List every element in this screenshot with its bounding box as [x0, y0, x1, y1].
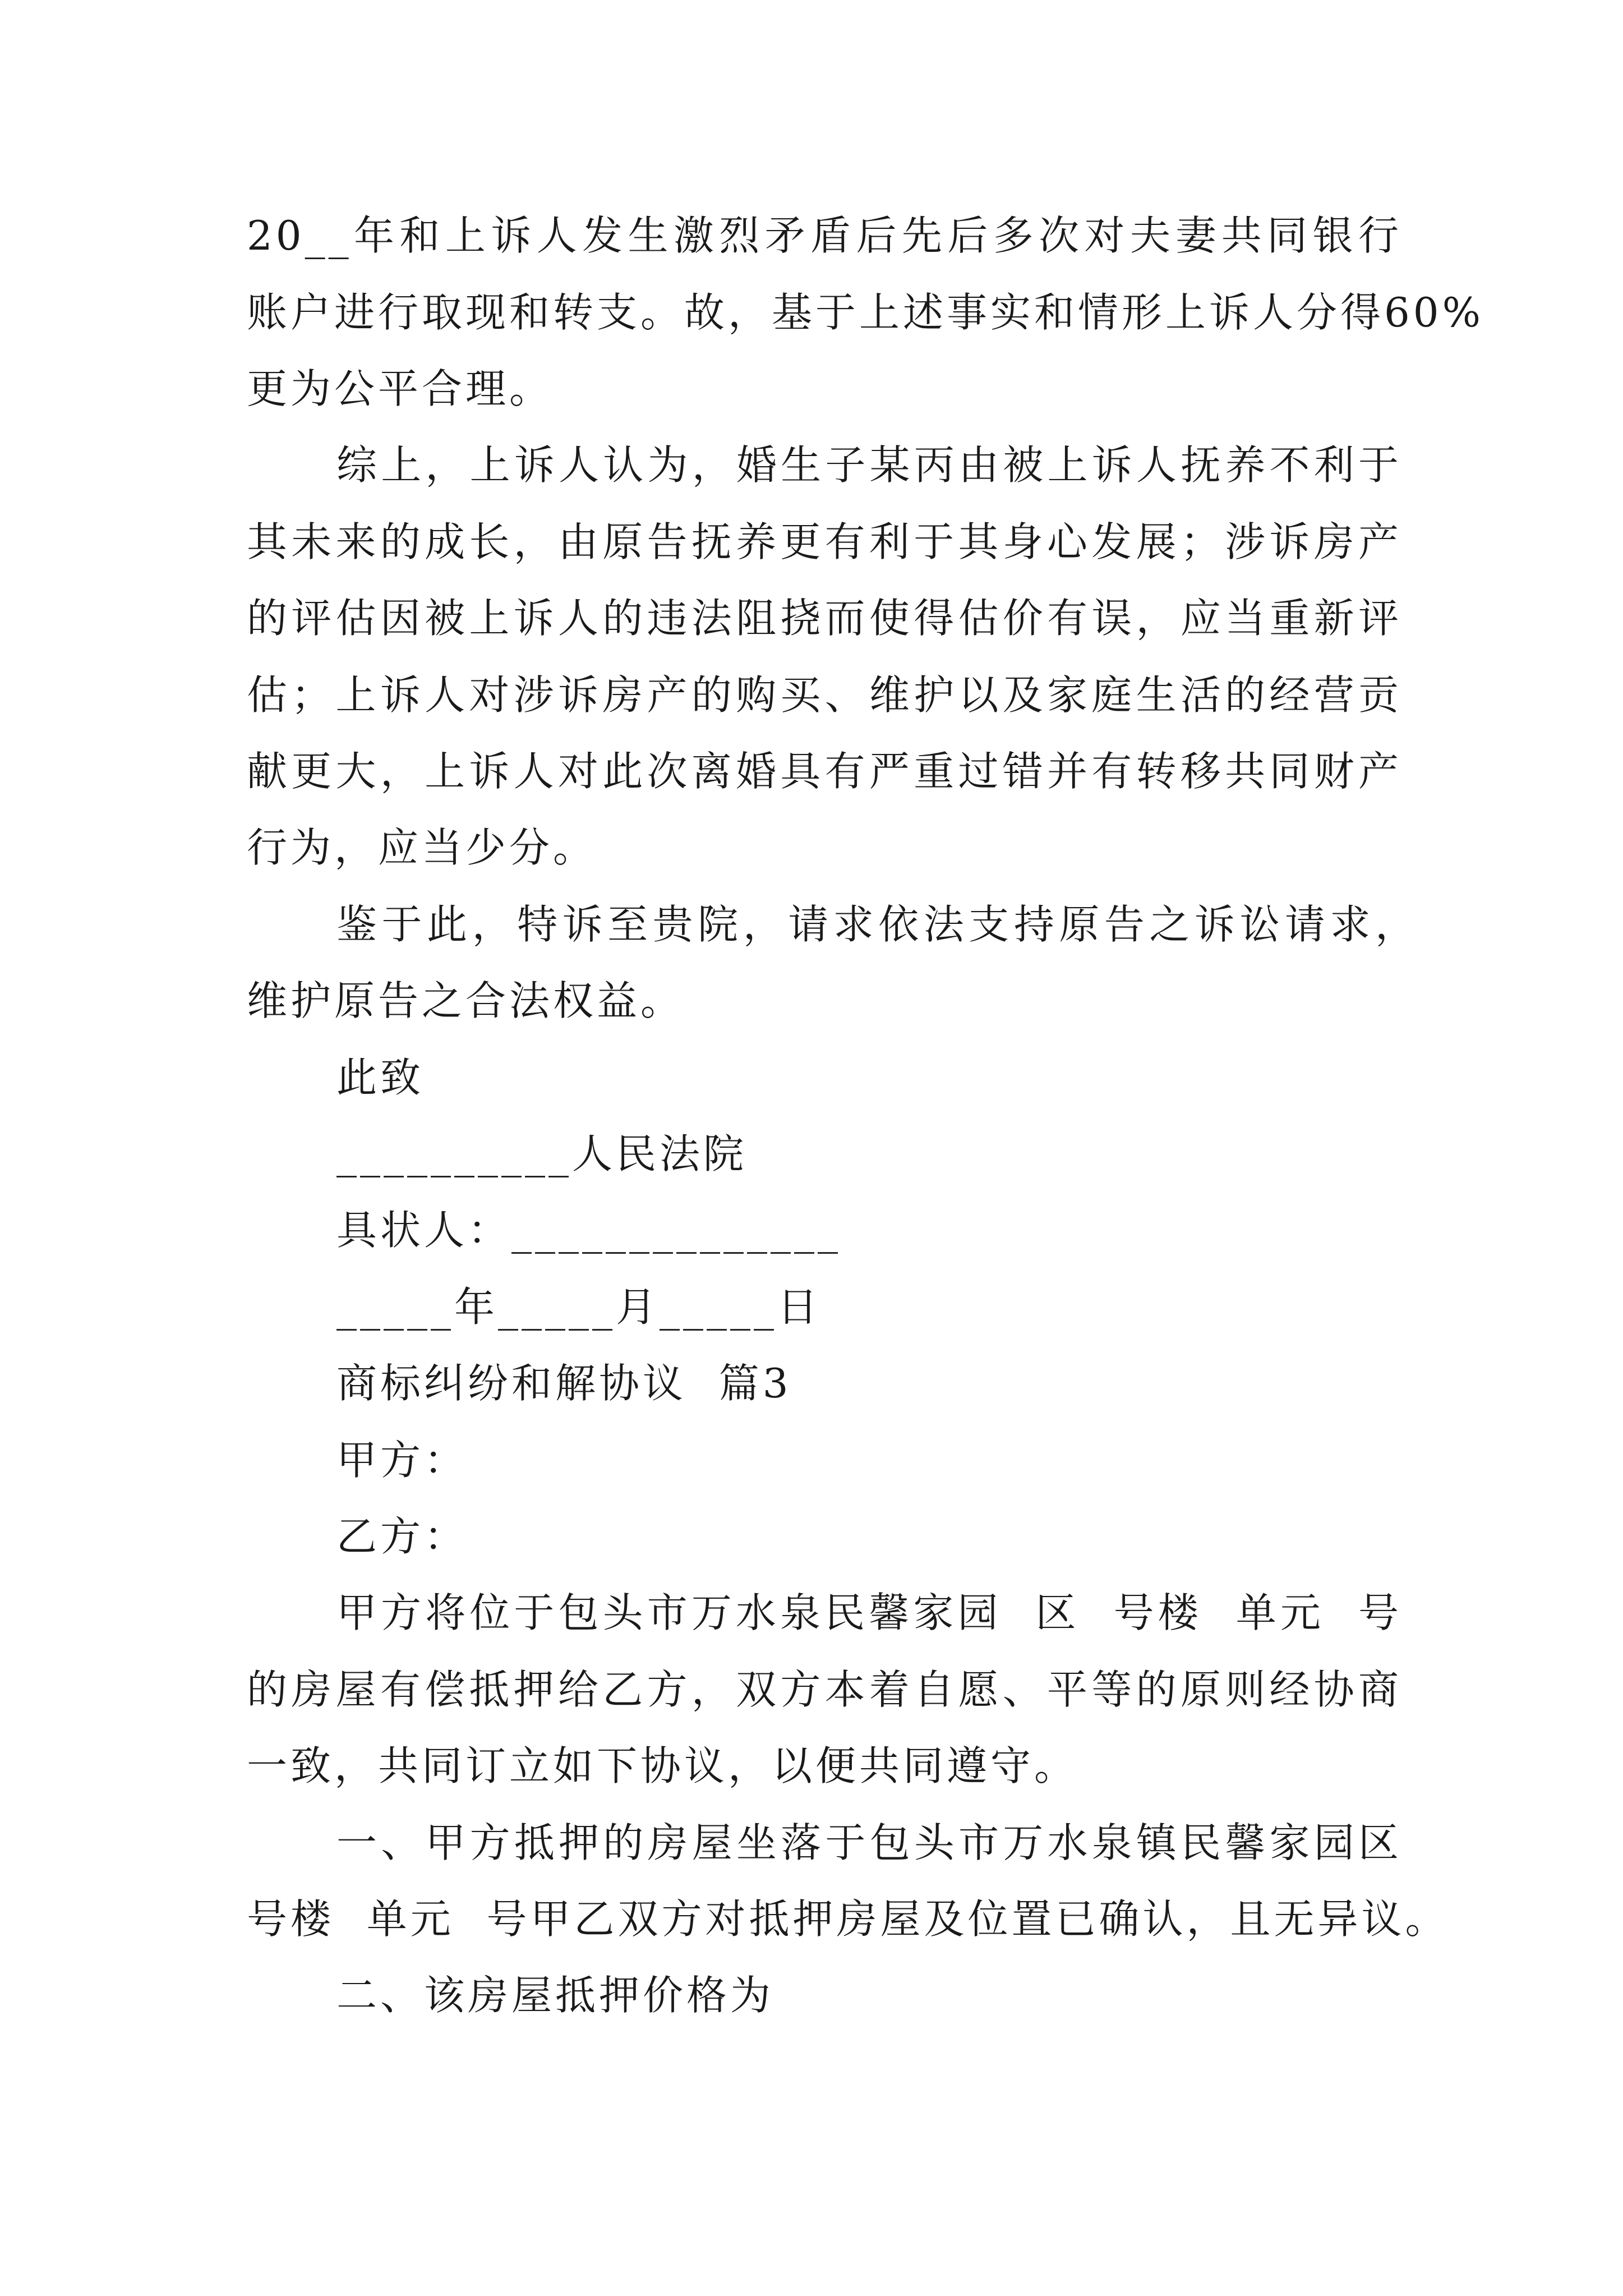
text-line: 行为，应当少分。 — [247, 824, 597, 871]
section-title: 商标纠纷和解协议 篇3 — [336, 1360, 792, 1407]
text-line: 20__年和上诉人发生激烈矛盾后先后多次对夫妻共同银行 — [247, 212, 1402, 259]
party-a-line: 甲方： — [336, 1437, 468, 1484]
text-line: 一致，共同订立如下协议，以便共同遵守。 — [247, 1742, 1078, 1789]
plaintiff-signature-line: 具状人：______________ — [336, 1207, 842, 1254]
text-line: 维护原告之合法权益。 — [247, 977, 685, 1024]
text-line: 的房屋有偿抵押给乙方，双方本着自愿、平等的原则经协商 — [247, 1666, 1402, 1713]
paragraph-start: 综上，上诉人认为，婚生子某丙由被上诉人抚养不利于 — [336, 441, 1402, 489]
text-line: 的评估因被上诉人的违法阻挠而使得估价有误，应当重新评 — [247, 595, 1402, 642]
paragraph-start: 二、该房屋抵押价格为 — [336, 1972, 774, 2019]
paragraph-start: 一、甲方抵押的房屋坐落于包头市万水泉镇民馨家园区 — [336, 1819, 1402, 1866]
text-line: 账户进行取现和转支。故，基于上述事实和情形上诉人分得60% — [247, 289, 1484, 336]
text-line: 估；上诉人对涉诉房产的购买、维护以及家庭生活的经营贡 — [247, 671, 1402, 719]
salutation: 此致 — [336, 1054, 425, 1101]
paragraph-start: 甲方将位于包头市万水泉民馨家园 区 号楼 单元 号 — [336, 1589, 1402, 1636]
court-line: __________人民法院 — [336, 1130, 748, 1177]
date-line: _____年_____月_____日 — [336, 1283, 822, 1331]
party-b-line: 乙方： — [336, 1513, 468, 1560]
text-line: 更为公平合理。 — [247, 365, 554, 412]
paragraph-start: 鉴于此，特诉至贵院，请求依法支持原告之诉讼请求， — [336, 901, 1419, 948]
text-line: 其未来的成长，由原告抚养更有利于其身心发展；涉诉房产 — [247, 518, 1402, 565]
text-line: 献更大，上诉人对此次离婚具有严重过错并有转移共同财产 — [247, 748, 1402, 795]
text-line: 号楼 单元 号甲乙双方对抵押房屋及位置已确认，且无异议。 — [247, 1895, 1449, 1943]
